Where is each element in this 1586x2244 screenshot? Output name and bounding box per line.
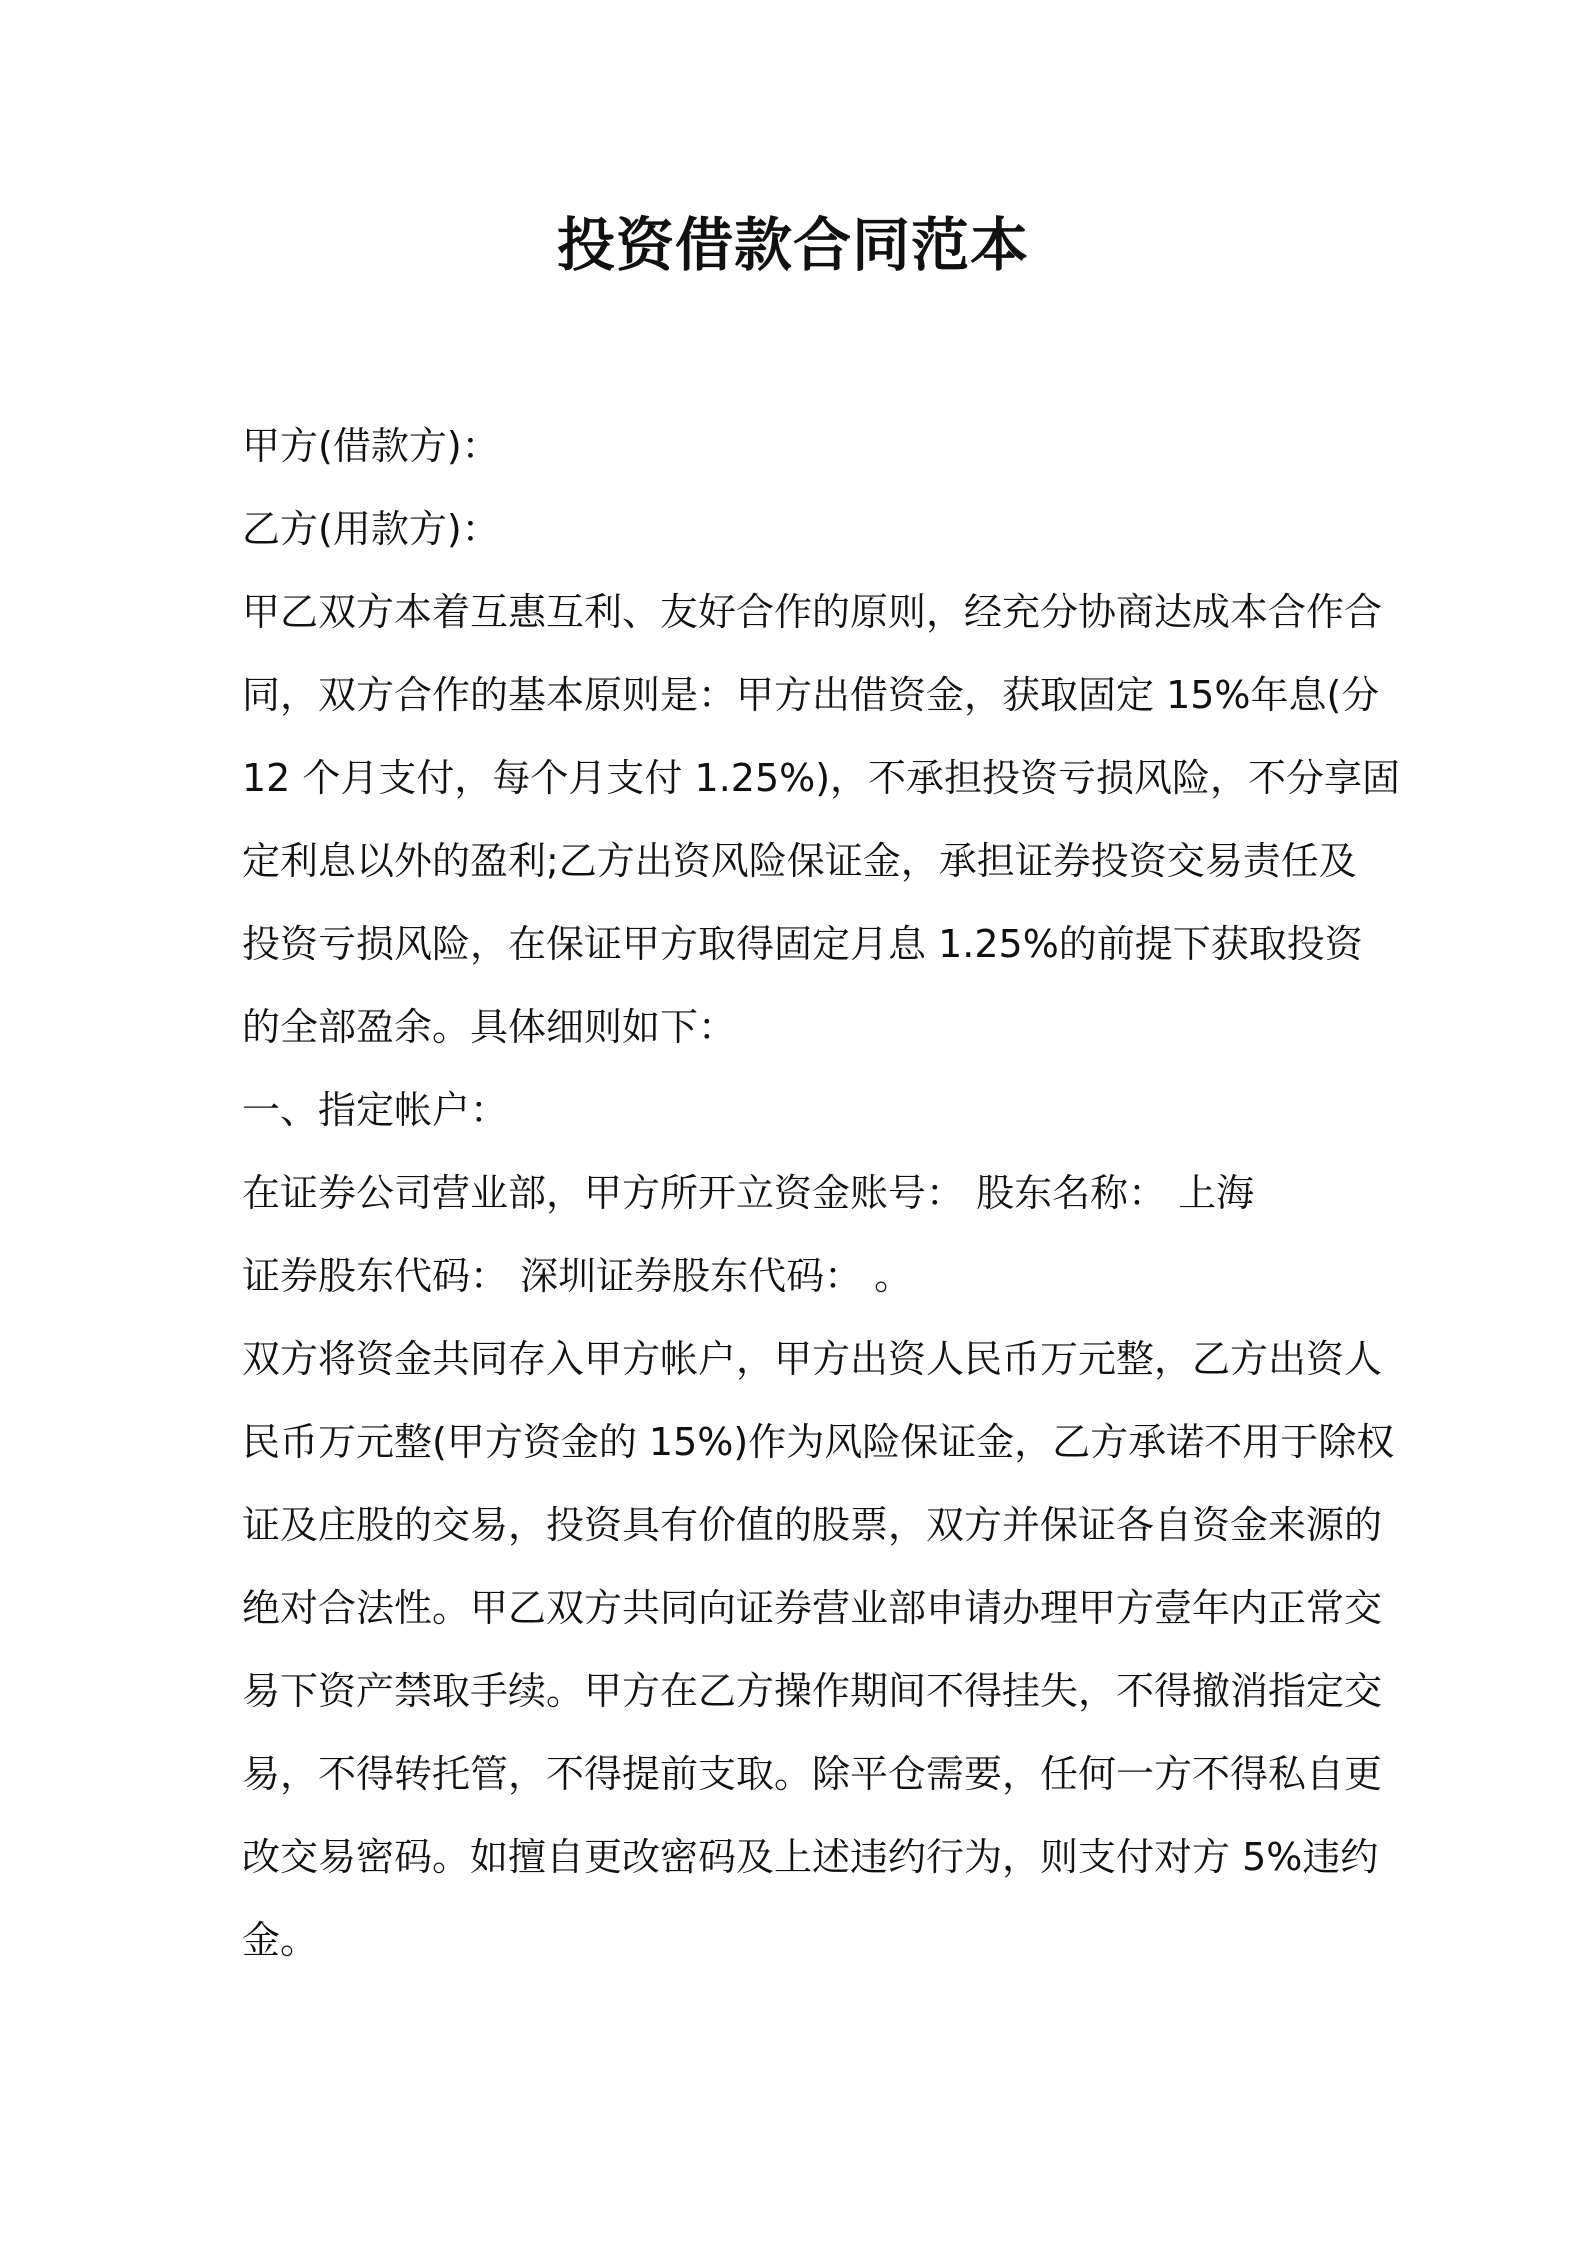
paragraph-line: 证及庄股的交易，投资具有价值的股票，双方并保证各自资金来源的: [242, 1503, 1383, 1547]
paragraph-line: 易下资产禁取手续。甲方在乙方操作期间不得挂失，不得撤消指定交: [242, 1669, 1383, 1713]
paragraph-line: 投资亏损风险，在保证甲方取得固定月息 1.25%的前提下获取投资: [242, 922, 1363, 966]
account-line: 证券股东代码： 深圳证券股东代码： 。: [242, 1254, 913, 1298]
paragraph-line: 双方将资金共同存入甲方帐户，甲方出资人民币万元整，乙方出资人: [242, 1337, 1383, 1381]
party-a-line: 甲方(借款方)：: [242, 424, 500, 468]
section-heading: 一、指定帐户：: [242, 1088, 509, 1132]
paragraph-line: 同，双方合作的基本原则是：甲方出借资金，获取固定 15%年息(分: [242, 673, 1380, 717]
paragraph-line: 甲乙双方本着互惠互利、友好合作的原则，经充分协商达成本合作合: [242, 590, 1383, 634]
paragraph-line: 12 个月支付，每个月支付 1.25%)，不承担投资亏损风险，不分享固: [242, 756, 1401, 800]
paragraph-line: 改交易密码。如擅自更改密码及上述违约行为，则支付对方 5%违约: [242, 1835, 1379, 1879]
account-line: 在证券公司营业部，甲方所开立资金账号： 股东名称： 上海: [242, 1171, 1255, 1215]
paragraph-line: 金。: [242, 1918, 319, 1962]
document-body: [242, 405, 1401, 1982]
paragraph-line: 定利息以外的盈利;乙方出资风险保证金，承担证券投资交易责任及: [242, 839, 1357, 883]
paragraph-line: 绝对合法性。甲乙双方共同向证券营业部申请办理甲方壹年内正常交: [242, 1586, 1383, 1630]
paragraph-line: 易，不得转托管，不得提前支取。除平仓需要，任何一方不得私自更: [242, 1752, 1383, 1796]
party-b-line: 乙方(用款方)：: [242, 507, 500, 551]
document-title: 投资借款合同范本: [556, 211, 1029, 279]
paragraph-line: 民币万元整(甲方资金的 15%)作为风险保证金，乙方承诺不用于除权: [242, 1420, 1395, 1464]
paragraph-line: 的全部盈余。具体细则如下：: [242, 1005, 737, 1049]
